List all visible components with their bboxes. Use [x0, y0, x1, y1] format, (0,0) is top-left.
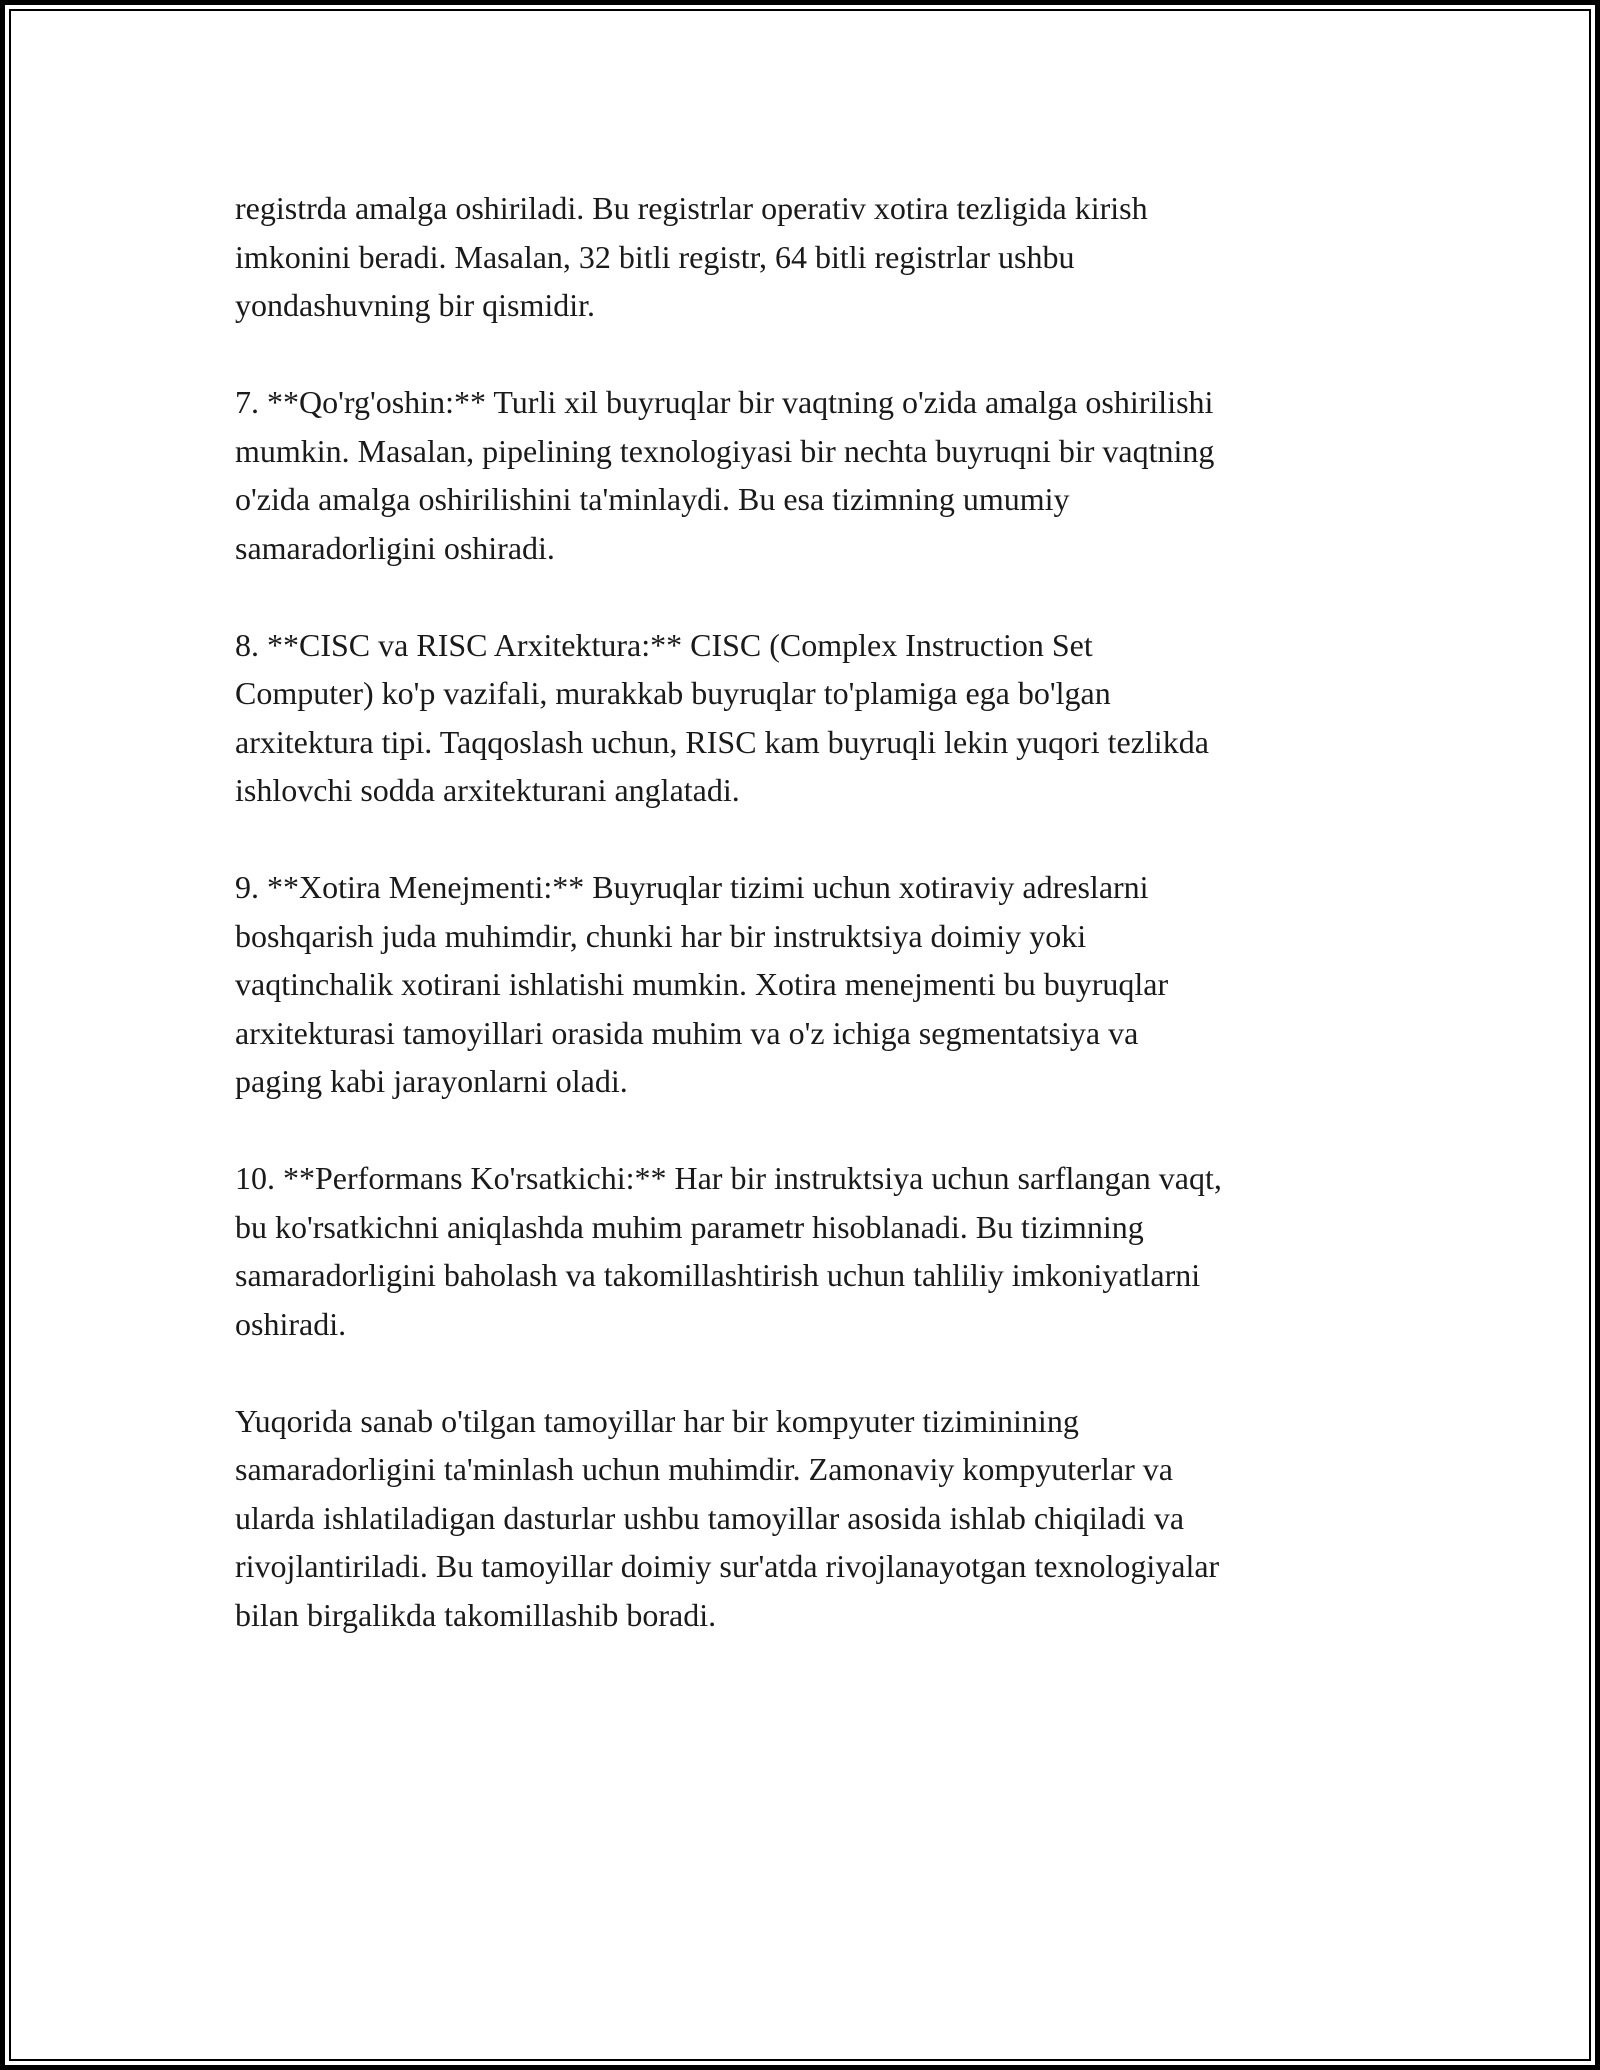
paragraph-item-9: 9. **Xotira Menejmenti:** Buyruqlar tizimi uchun xotiraviy adreslarni boshqarish juda muhimdir, chunki har bir instruktsiya doimiy yoki vaqtinchalik xotirani ishlatishi mumkin. Xotira menejmenti bu buyruqlar arxitekturasi tamoyillari orasida muhim va o'z ichiga segmentatsiya va paging kabi jarayonlarni oladi. — [235, 869, 1169, 1099]
document-body — [235, 184, 1385, 1688]
paragraph-registers: registrda amalga oshiriladi. Bu registrlar operativ xotira tezligida kirish imkonini beradi. Masalan, 32 bitli registr, 64 bitli registrlar ushbu yondashuvning bir qismidir. — [235, 190, 1148, 323]
paragraph-conclusion: Yuqorida sanab o'tilgan tamoyillar har bir kompyuter tiziminining samaradorligini ta'minlash uchun muhimdir. Zamonaviy kompyuterlar va ularda ishlatiladigan dasturlar ushbu tamoyillar asosida ishlab chiqiladi va rivojlantiriladi. Bu tamoyillar doimiy sur'atda rivojlanayotgan texnologiyalar bilan birgalikda takomillashib boradi. — [235, 1402, 1220, 1633]
paragraph-item-8: 8. **CISC va RISC Arxitektura:** CISC (Complex Instruction Set Computer) ko'p vazifali, murakkab buyruqlar to'plamiga ega bo'lgan arxitektura tipi. Taqqoslash uchun, RISC kam buyruqli lekin yuqori tezlikda ishlovchi sodda arxitekturani anglatadi. — [235, 626, 1209, 808]
paragraph-item-7: 7. **Qo'rg'oshin:** Turli xil buyruqlar bir vaqtning o'zida amalga oshirilishi mumkin. Masalan, pipelining texnologiyasi bir nechta buyruqni bir vaqtning o'zida amalga oshirilishini ta'minlaydi. Bu esa tizimning umumiy samaradorligini oshiradi. — [235, 384, 1215, 566]
paragraph-item-10: 10. **Performans Ko'rsatkichi:** Har bir instruktsiya uchun sarflangan vaqt, bu ko'rsatkichni aniqlashda muhim parametr hisoblanadi. Bu tizimning samaradorligini baholash va takomillashtirish uchun tahliliy imkoniyatlarni oshiradi. — [235, 1160, 1222, 1342]
